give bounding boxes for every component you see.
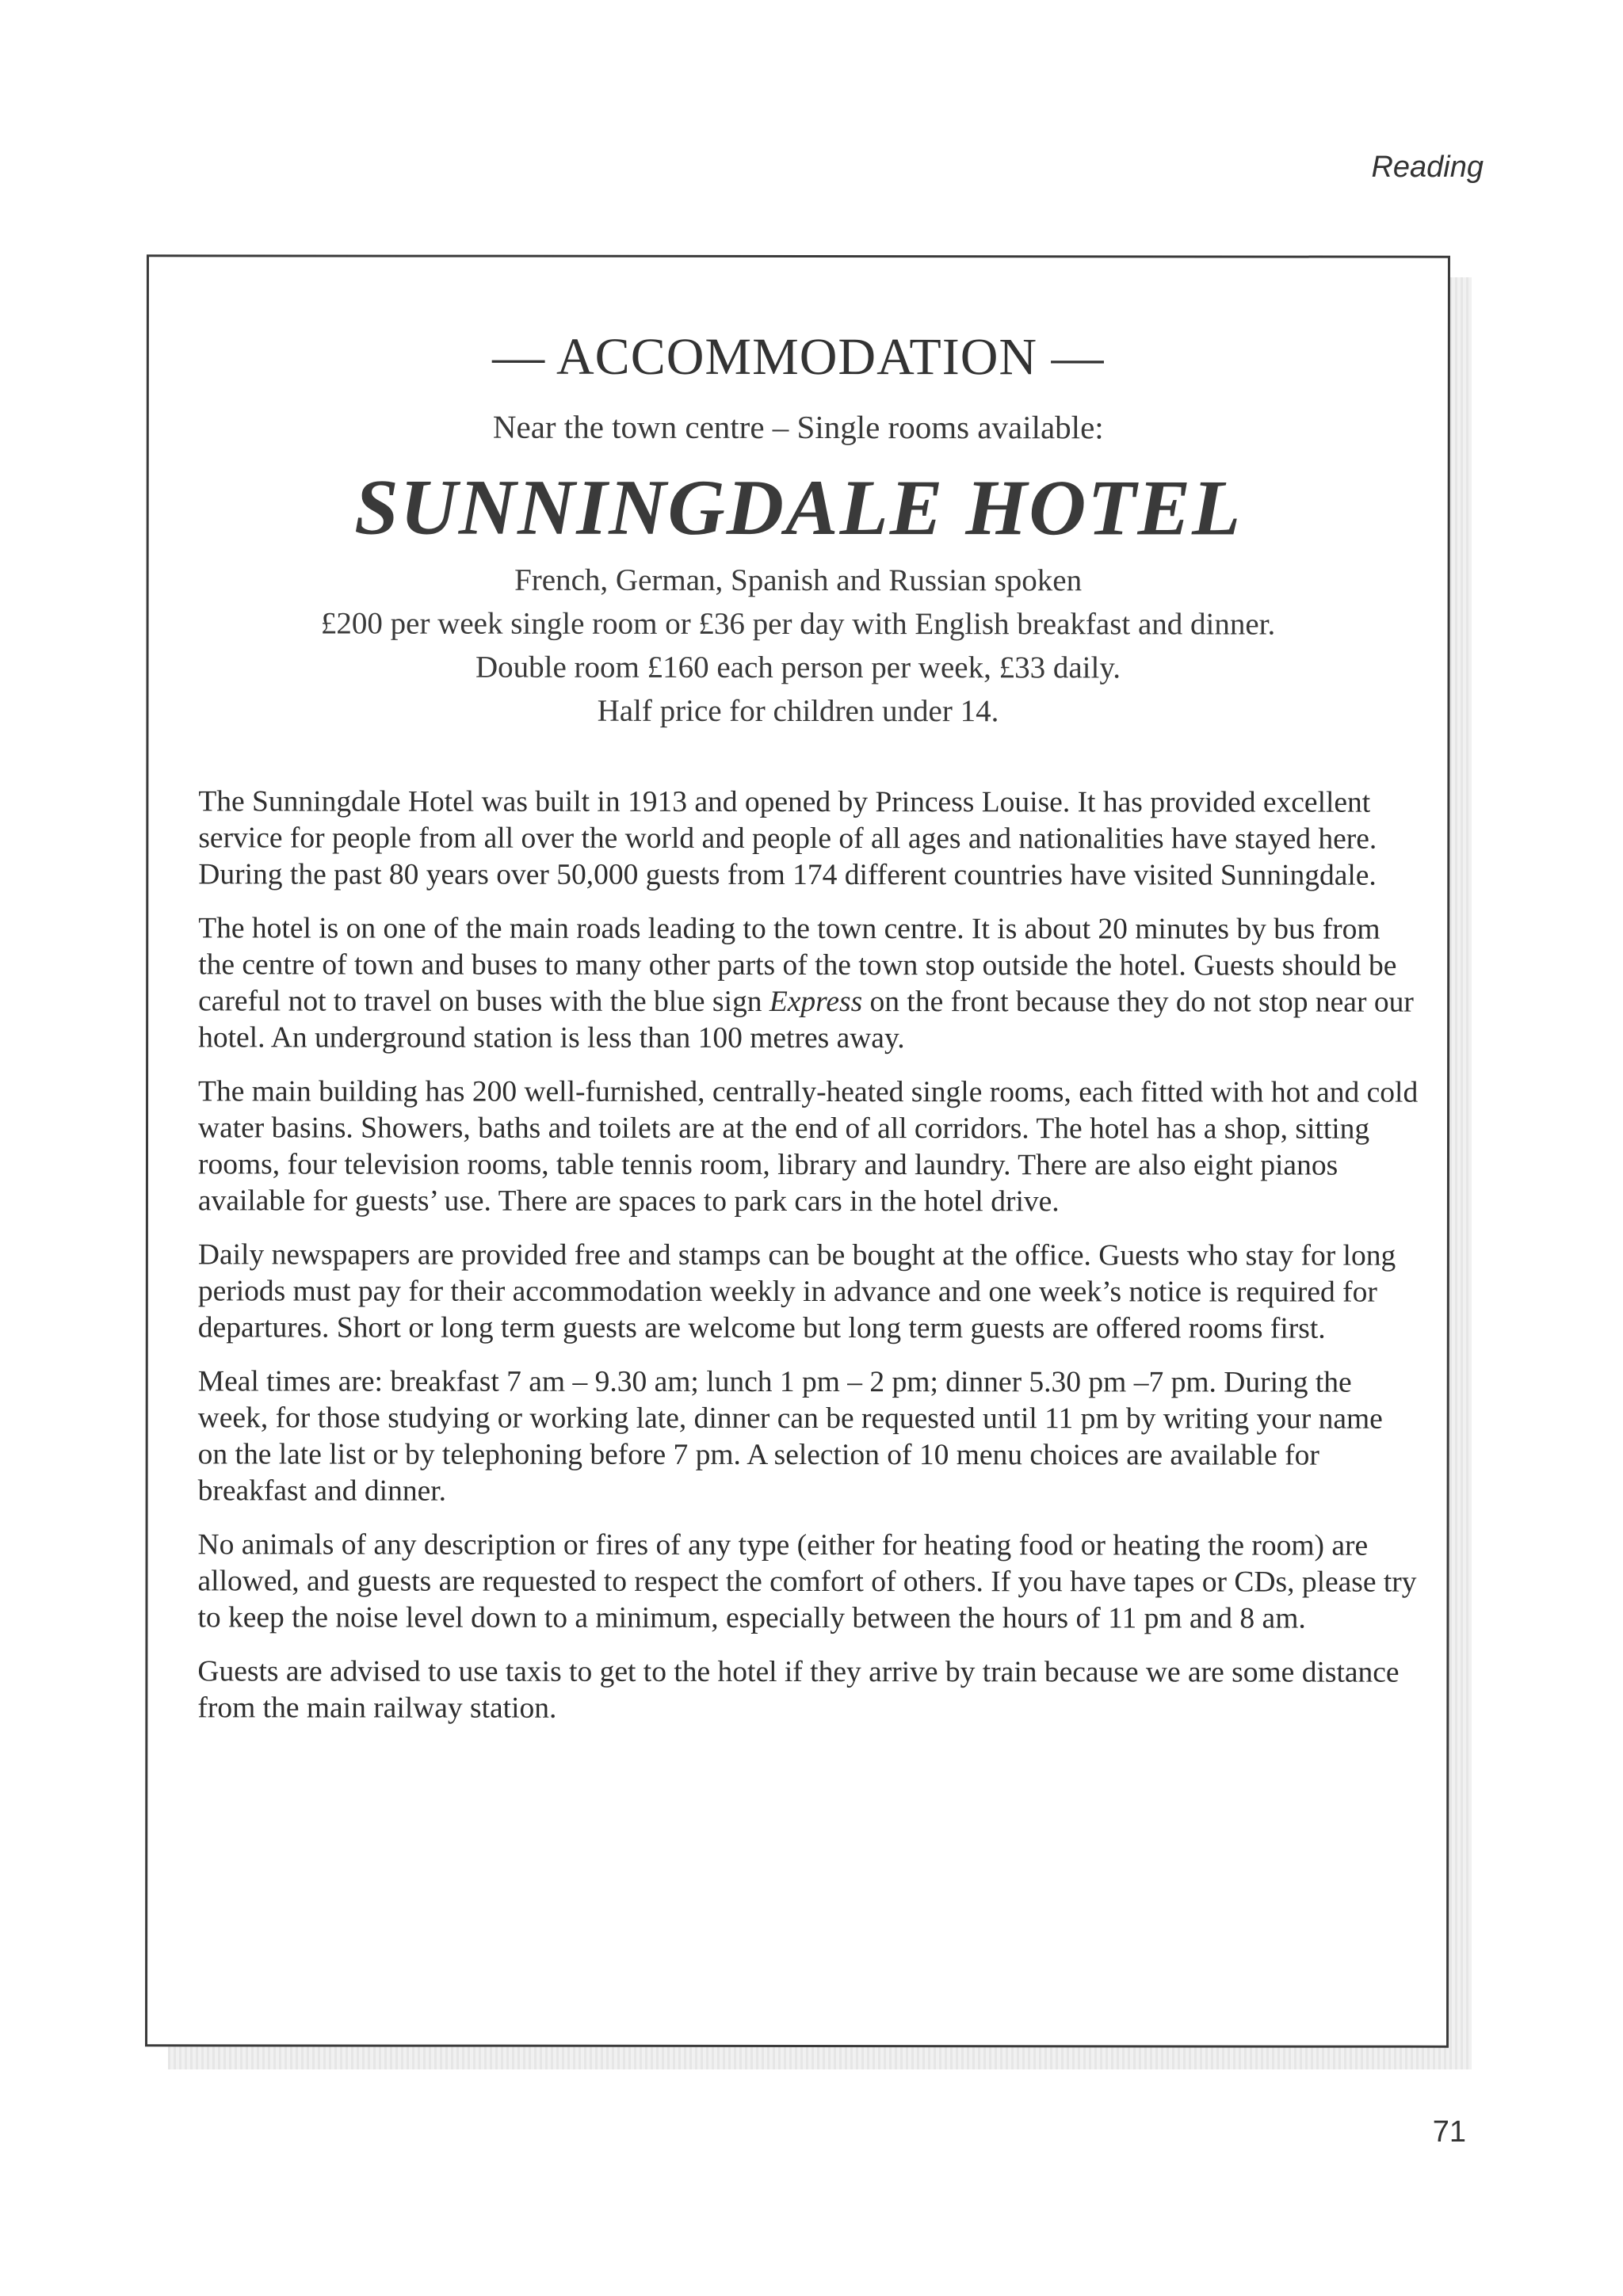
ad-body: [197, 784, 1419, 1745]
paragraph-meal-times: Meal times are: breakfast 7 am – 9.30 am; lunch 1 pm – 2 pm; dinner 5.30 pm –7 pm. During the week, for those studying or working late, dinner can be requested until 11 pm by writing your name on the late list or by telephoning before 7 pm. A selection of 10 menu choices are available for breakfast and dinner.: [197, 1365, 1383, 1508]
paragraph-transport: Guests are advised to use taxis to get to the hotel if they arrive by train because we are some distance from the main railway station.: [197, 1655, 1400, 1725]
ad-subheading: Near the town centre – Single rooms available:: [492, 408, 1104, 446]
express-sign-text: Express: [769, 985, 863, 1019]
ad-heading: — ACCOMMODATION —: [492, 327, 1105, 387]
tagline-double-price: Double room £160 each person per week, £33 daily.: [475, 650, 1121, 685]
advertisement-box: [145, 254, 1450, 2047]
paragraph-history: The Sunningdale Hotel was built in 1913 and opened by Princess Louise. It has provided excellent service for people from all over the world and people of all ages and nationalities have stayed here. During the past 80 years over 50,000 guests from 174 different countries have visited Sunningdale.: [198, 785, 1377, 892]
paragraph-location: The hotel is on one of the main roads leading to the town centre. It is about 20 minutes by bus from the centre of town and buses to many other parts of the town stop outside the hotel. Guests should be careful not to travel on buses with the blue sign Express on the front because they do not stop near our hotel. An underground station is less than 100 metres away.: [198, 912, 1414, 1055]
tagline-children: Half price for children under 14.: [597, 693, 999, 729]
paragraph-policies: Daily newspapers are provided free and stamps can be bought at the office. Guests who stay for long periods must pay for their accommodation weekly in advance and one week’s notice is required for departures. Short or long term guests are welcome but long term guests are offered rooms first.: [197, 1238, 1396, 1345]
running-head: Reading: [1371, 151, 1484, 184]
tagline-languages: French, German, Spanish and Russian spoken: [514, 563, 1083, 598]
hotel-name: SUNNINGDALE HOTEL: [354, 463, 1243, 552]
paragraph-rules: No animals of any description or fires of any type (either for heating food or heating the room) are allowed, and guests are requested to respect the comfort of others. If you have tapes or CDs, please try to keep the noise level down to a minimum, especially between the hours of 11 pm and 8 am.: [197, 1528, 1417, 1635]
page-number: 71: [1432, 2115, 1466, 2149]
tagline-single-price: £200 per week single room or £36 per day with English breakfast and dinner.: [320, 606, 1276, 642]
paragraph-facilities: The main building has 200 well-furnished, centrally-heated single rooms, each fitted with hot and cold water basins. Showers, baths and toilets are at the end of all corridors. The hotel has a shop, sitting rooms, four television rooms, table tennis room, library and laundry. There are also eight pianos available for guests’ use. There are spaces to park cars in the hotel drive.: [197, 1075, 1419, 1219]
